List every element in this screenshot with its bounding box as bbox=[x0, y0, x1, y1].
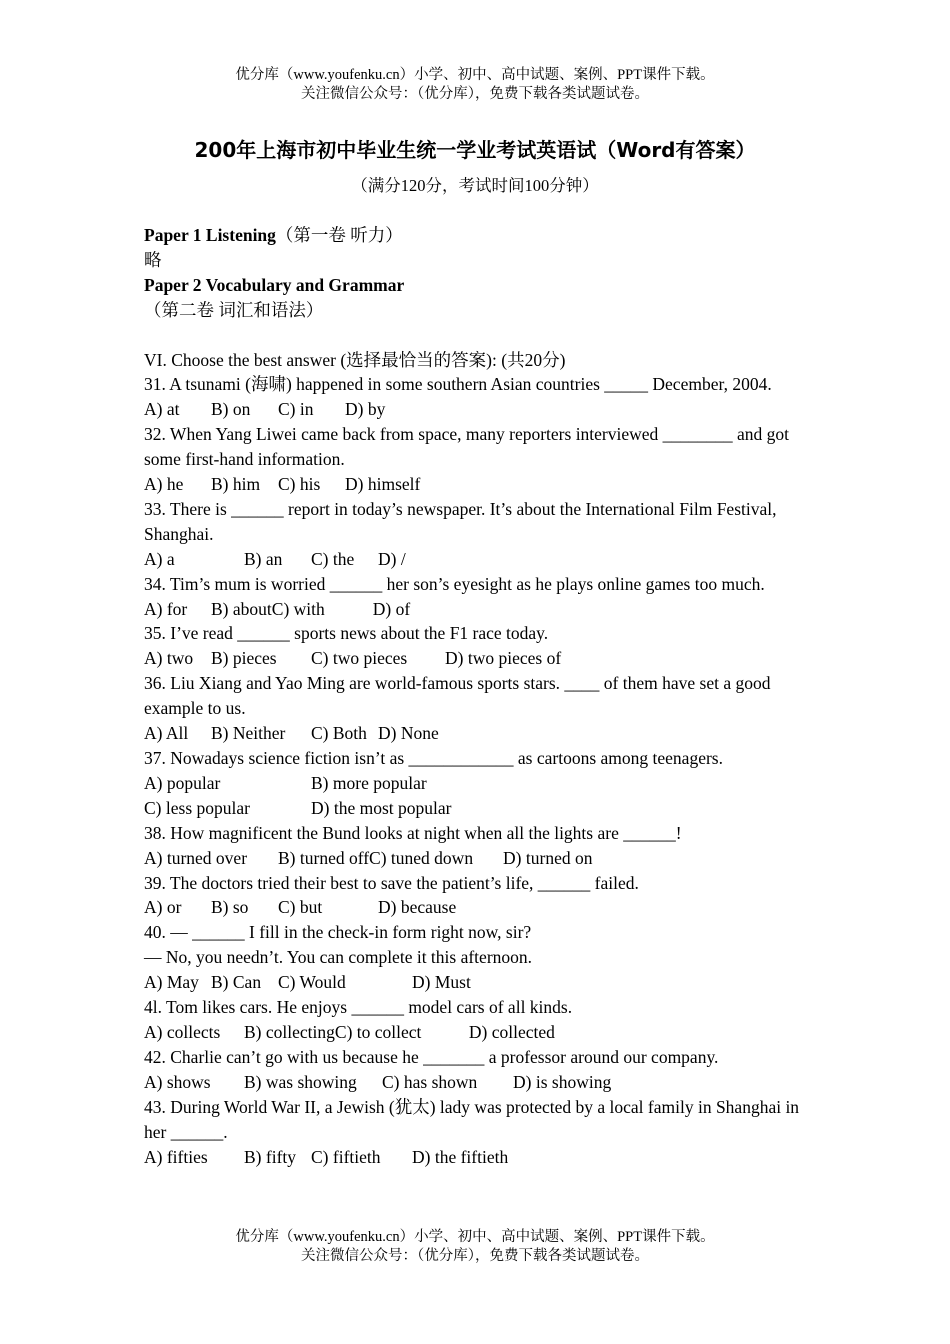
option: B) on bbox=[211, 399, 251, 420]
paper1-heading bbox=[144, 223, 804, 248]
option: D) collected bbox=[468, 1021, 555, 1042]
paper1-cn: （第一卷 听力） bbox=[275, 225, 403, 245]
question-stem-reply: — No, you needn’t. You can complete it this afternoon. bbox=[144, 947, 533, 968]
option: B) Neither bbox=[211, 723, 286, 744]
option: C) two pieces bbox=[311, 648, 408, 669]
question-stem: 35. I’ve read ______ sports news about the F1 race today. bbox=[144, 623, 549, 644]
option: A) May bbox=[144, 972, 199, 993]
paper2-cn: （第二卷 词汇和语法） bbox=[144, 299, 324, 320]
options-row bbox=[144, 895, 804, 920]
option: D) because bbox=[378, 897, 457, 918]
option: A) shows bbox=[144, 1071, 211, 1092]
option: B) him bbox=[211, 474, 261, 495]
option: C) the bbox=[311, 548, 355, 569]
question-stem: 39. The doctors tried their best to save the patient’s life, ______ failed. bbox=[144, 872, 639, 893]
page-footer bbox=[0, 1228, 950, 1266]
option: D) the most popular bbox=[311, 797, 452, 818]
option: C) tuned down bbox=[369, 847, 474, 868]
exam-title: 200年上海市初中毕业生统一学业考试英语试（Word有答案） bbox=[194, 138, 756, 162]
question-stem: 34. Tim’s mum is worried ______ her son’s eyesight as he plays online games too much. bbox=[144, 573, 765, 594]
option: B) collecting bbox=[244, 1021, 335, 1042]
question-stem: 38. How magnificent the Bund looks at night when all the lights are ______! bbox=[144, 822, 682, 843]
question-stem: 36. Liu Xiang and Yao Ming are world-famous sports stars. ____ of them have set a good example to us. bbox=[144, 673, 771, 719]
option: B) fifty bbox=[244, 1146, 297, 1167]
question-stem: 4l. Tom likes cars. He enjoys ______ model cars of all kinds. bbox=[144, 997, 573, 1018]
option: B) more popular bbox=[311, 772, 427, 793]
footer-line-2: 关注微信公众号：（优分库），免费下载各类试题试卷。 bbox=[301, 1248, 649, 1264]
option: C) Would bbox=[278, 972, 346, 993]
page-header bbox=[0, 66, 950, 104]
option: A) at bbox=[144, 399, 180, 420]
option: C) with bbox=[271, 598, 325, 619]
paper2-title: Paper 2 Vocabulary and Grammar bbox=[144, 274, 405, 295]
options-row bbox=[144, 646, 804, 671]
option: C) Both bbox=[311, 723, 367, 744]
options-row bbox=[144, 846, 804, 871]
option: A) collects bbox=[144, 1021, 221, 1042]
options-row bbox=[144, 771, 804, 796]
exam-subtitle: （满分120分，考试时间100分钟） bbox=[351, 176, 599, 195]
option: B) was showing bbox=[244, 1071, 357, 1092]
option: C) to collect bbox=[334, 1021, 422, 1042]
question-stem: 33. There is ______ report in today’s newspaper. It’s about the International Film Festival, Shanghai. bbox=[144, 498, 777, 544]
option: A) a bbox=[144, 548, 175, 569]
options-row bbox=[144, 796, 804, 821]
option: D) Must bbox=[412, 972, 471, 993]
option: B) Can bbox=[211, 972, 262, 993]
options-row bbox=[144, 597, 804, 622]
section-heading: VI. Choose the best answer (选择最恰当的答案): (共20分) bbox=[144, 349, 566, 370]
header-line-2: 关注微信公众号：（优分库），免费下载各类试题试卷。 bbox=[301, 86, 649, 102]
option: C) fiftieth bbox=[311, 1146, 381, 1167]
option: A) turned over bbox=[144, 847, 248, 868]
option: D) is showing bbox=[513, 1071, 612, 1092]
option: B) an bbox=[244, 548, 283, 569]
option: D) / bbox=[378, 548, 406, 569]
option: A) fifties bbox=[144, 1146, 208, 1167]
question-stem: 32. When Yang Liwei came back from space, many reporters interviewed ________ and got some first-hand information. bbox=[144, 424, 790, 470]
option: D) two pieces of bbox=[445, 648, 562, 669]
option: A) or bbox=[144, 897, 182, 918]
options-row bbox=[144, 547, 804, 572]
option: B) about bbox=[211, 598, 272, 619]
option: C) but bbox=[278, 897, 323, 918]
question-stem: 31. A tsunami (海啸) happened in some southern Asian countries _____ December, 2004. bbox=[144, 374, 772, 395]
footer-line-1: 优分库（www.youfenku.cn）小学、初中、高中试题、案例、PPT课件下载。 bbox=[235, 1229, 715, 1245]
option: A) for bbox=[144, 598, 188, 619]
question-stem: 43. During World War II, a Jewish (犹太) lady was protected by a local family in Shanghai in her ______. bbox=[144, 1096, 800, 1142]
option: D) himself bbox=[345, 474, 421, 495]
options-row bbox=[144, 1145, 804, 1170]
option: C) his bbox=[278, 474, 321, 495]
blank-line bbox=[144, 323, 804, 348]
option: B) turned off bbox=[278, 847, 370, 868]
options-row bbox=[144, 1020, 804, 1045]
options-row bbox=[144, 1070, 804, 1095]
question-stem: 42. Charlie can’t go with us because he _______ a professor around our company. bbox=[144, 1046, 719, 1067]
option: D) None bbox=[378, 723, 439, 744]
header-line-1: 优分库（www.youfenku.cn）小学、初中、高中试题、案例、PPT课件下载。 bbox=[235, 67, 715, 83]
options-row bbox=[144, 397, 804, 422]
option: A) he bbox=[144, 474, 184, 495]
option: A) popular bbox=[144, 772, 221, 793]
option: D) the fiftieth bbox=[412, 1146, 509, 1167]
options-row bbox=[144, 721, 804, 746]
option: D) by bbox=[345, 399, 386, 420]
document-body bbox=[144, 223, 804, 1169]
option: B) pieces bbox=[211, 648, 277, 669]
option: C) less popular bbox=[144, 797, 250, 818]
question-stem: 40. — ______ I fill in the check-in form right now, sir? bbox=[144, 922, 532, 943]
option: D) of bbox=[372, 598, 411, 619]
option: A) two bbox=[144, 648, 194, 669]
option: C) in bbox=[278, 399, 314, 420]
options-row bbox=[144, 472, 804, 497]
option: D) turned on bbox=[503, 847, 593, 868]
paper1-note: 略 bbox=[144, 249, 162, 270]
option: A) All bbox=[144, 723, 189, 744]
paper1-title: Paper 1 Listening bbox=[144, 225, 276, 245]
options-row bbox=[144, 970, 804, 995]
option: B) so bbox=[211, 897, 249, 918]
option: C) has shown bbox=[382, 1071, 478, 1092]
question-stem: 37. Nowadays science fiction isn’t as ____________ as cartoons among teenagers. bbox=[144, 748, 723, 769]
